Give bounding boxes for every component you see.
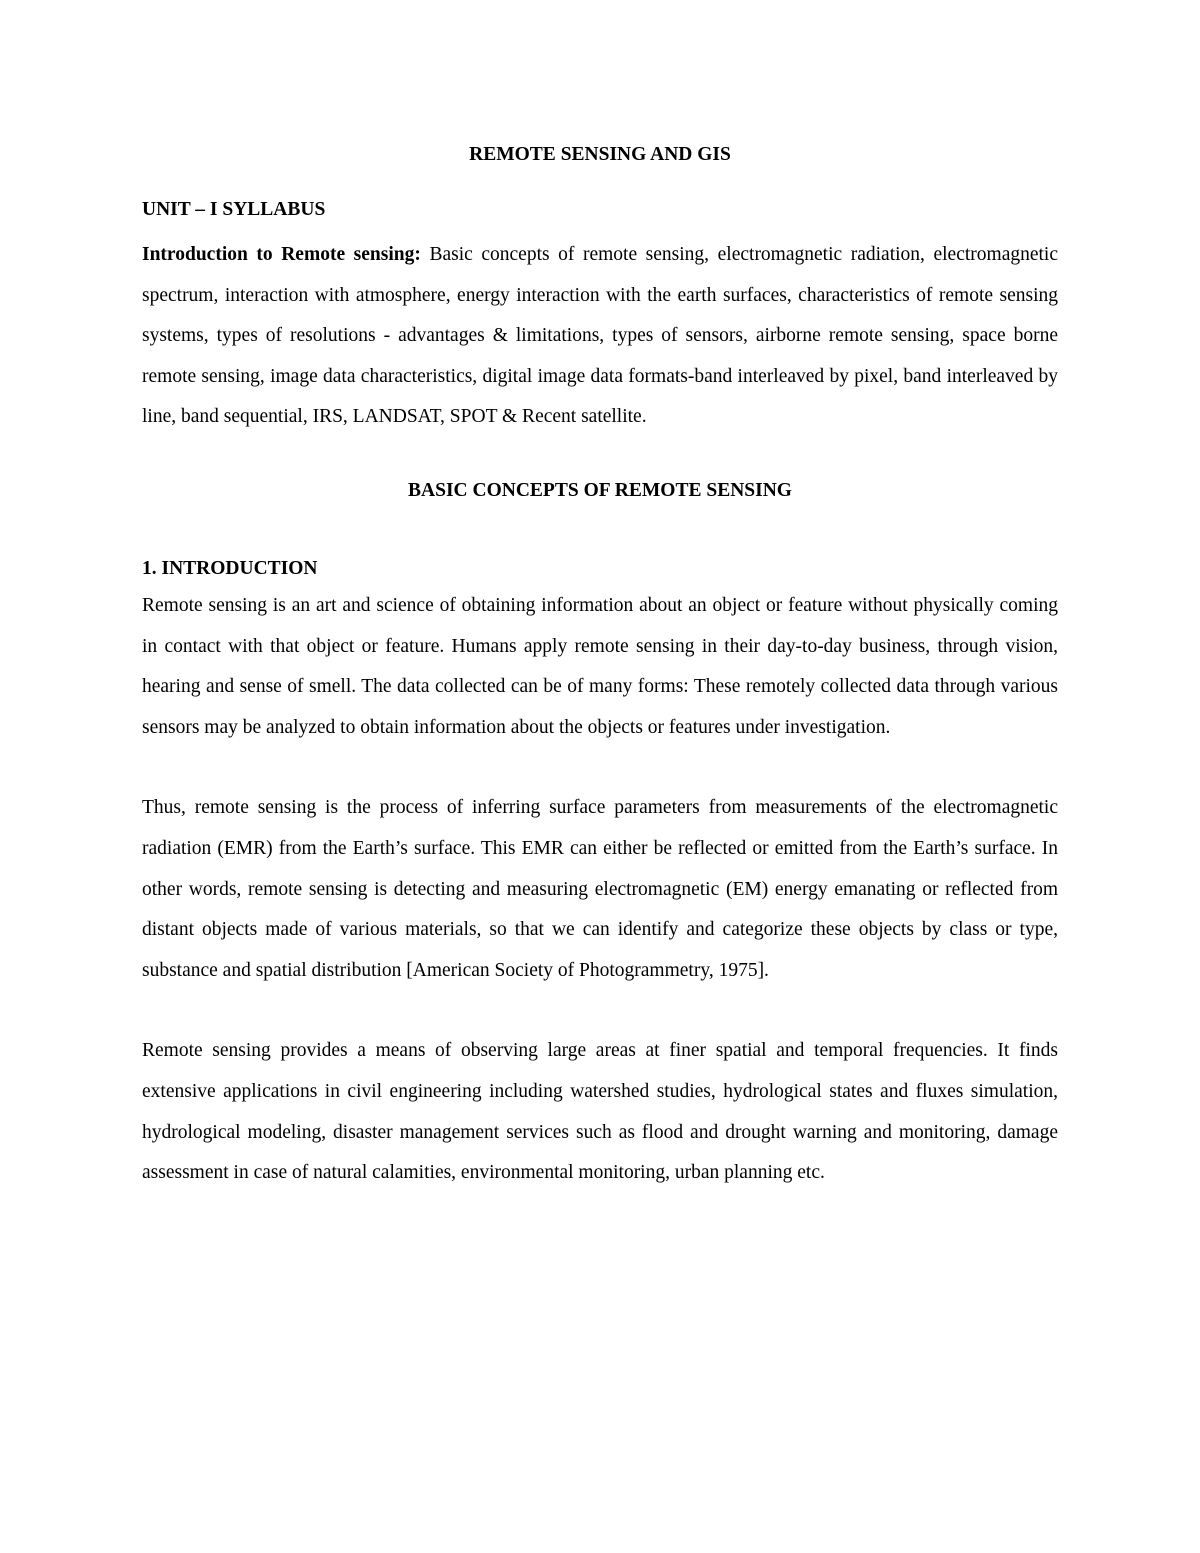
syllabus-text: Basic concepts of remote sensing, electromagnetic radiation, electromagnetic spectrum, interaction with atmosphere, energy interaction with the earth surfaces, characteristics of remote sensing systems, types of resolutions - advantages & limitations, types of sensors, airborne remote sensing, space borne remote sensing, image data characteristics, digital image data formats-band interleaved by pixel, band interleaved by line, band sequential, IRS, LANDSAT, SPOT & Recent satellite. [142, 244, 1058, 428]
document-title: REMOTE SENSING AND GIS [469, 144, 731, 165]
emr-paragraph: Thus, remote sensing is the process of inferring surface parameters from measurements of the electromagnetic radiation (EMR) from the Earth’s surface. This EMR can either be reflected or emitted from the Earth’s surface. In other words, remote sensing is detecting and measuring electromagnetic (EM) energy emanating or reflected from distant objects made of various materials, so that we can identify and categorize these objects by class or type, substance and spatial distribution [American Society of Photogrammetry, 1975]. [142, 797, 1058, 981]
introduction-heading: 1. INTRODUCTION [142, 557, 318, 579]
syllabus-lead: Introduction to Remote sensing: [142, 244, 421, 265]
document-body [142, 138, 1058, 1194]
applications-paragraph: Remote sensing provides a means of observing large areas at finer spatial and temporal frequencies. It finds extensive applications in civil engineering including watershed studies, hydrological states and fluxes simulation, hydrological modeling, disaster management services such as flood and drought warning and monitoring, damage assessment in case of natural calamities, environmental monitoring, urban planning etc. [142, 1040, 1058, 1184]
section-title: BASIC CONCEPTS OF REMOTE SENSING [408, 479, 792, 501]
syllabus-paragraph [142, 235, 1058, 438]
introduction-paragraph: Remote sensing is an art and science of obtaining information about an object or feature without physically coming in contact with that object or feature. Humans apply remote sensing in their day-to-day business, through vision, hearing and sense of smell. The data collected can be of many forms: These remotely collected data through various sensors may be analyzed to obtain information about the objects or features under investigation. [142, 594, 1058, 738]
unit-heading: UNIT – I SYLLABUS [142, 199, 326, 220]
